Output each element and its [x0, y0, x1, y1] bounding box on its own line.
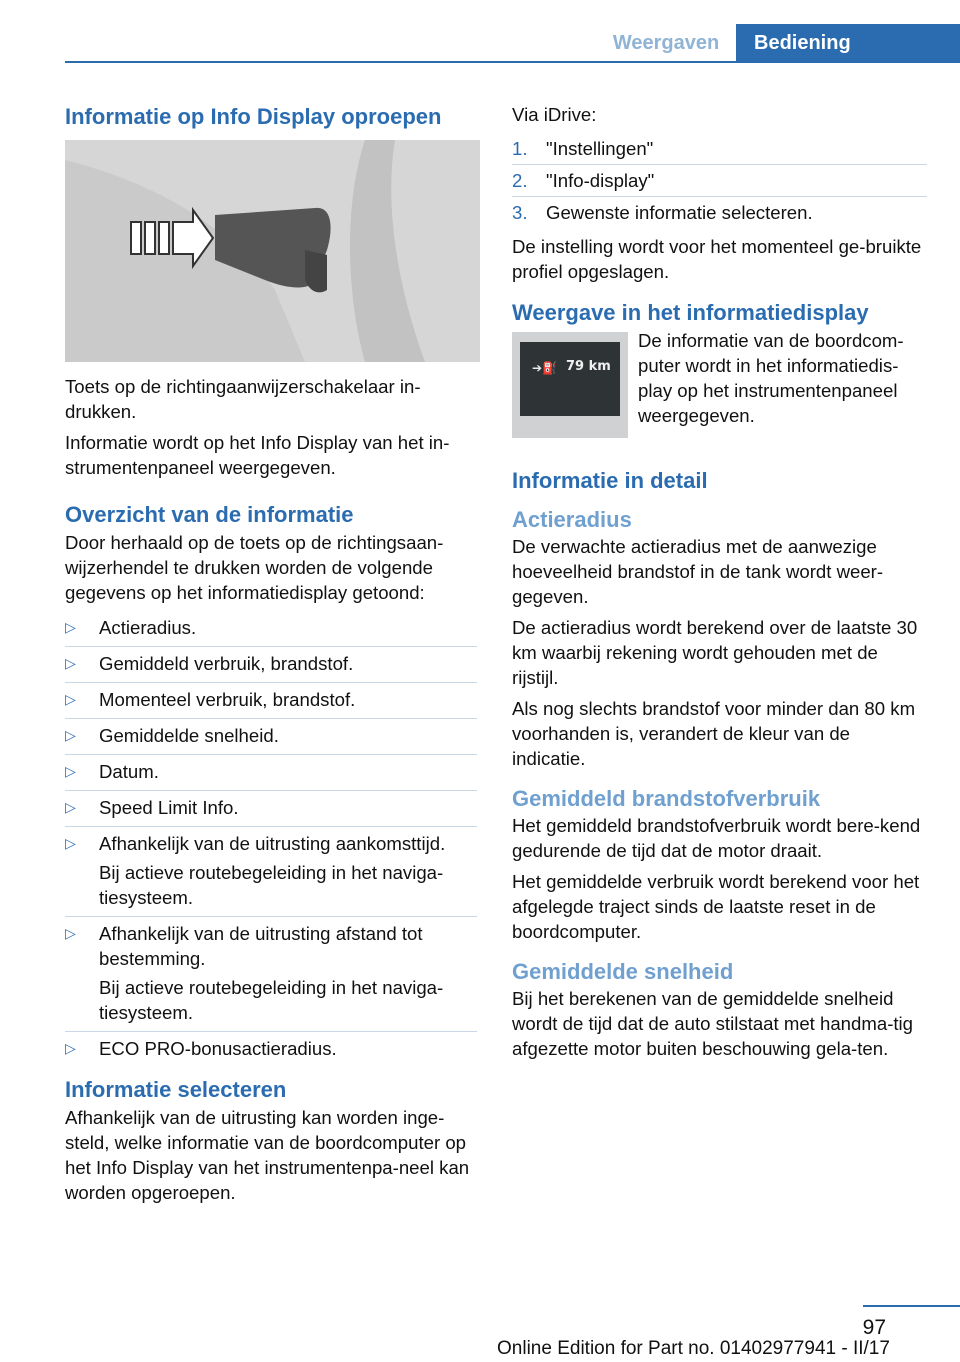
- step-item: 1. "Instellingen": [512, 133, 927, 165]
- step-item: 2. "Info-display": [512, 165, 927, 197]
- list-sub-note: Bij actieve routebegeleiding in het naviga-tiesysteem.: [99, 977, 444, 1023]
- list-item: ▷ Momenteel verbruik, brandstof.: [65, 683, 477, 719]
- right-column: [512, 102, 927, 1067]
- lever-illustration: [65, 140, 480, 362]
- info-display-figure: [512, 332, 628, 438]
- paragraph-press-button: Toets op de richtingaanwijzerschakelaar in-drukken.: [65, 376, 421, 422]
- list-item: ▷ Afhankelijk van de uitrusting afstand tot bestemming. Bij actieve routebegeleiding in het naviga-tiesysteem.: [65, 917, 477, 1032]
- heading-display: Weergave in het informatiedisplay: [512, 300, 869, 325]
- paragraph-range-2: De actieradius wordt berekend over de laatste 30 km waarbij rekening wordt gehouden met de rijstijl.: [512, 617, 918, 688]
- heading-overview: Overzicht van de informatie: [65, 502, 354, 527]
- triangle-bullet-icon: ▷: [65, 619, 76, 635]
- paragraph-overview-intro: Door herhaald op de toets op de richtingsaan-wijzerhendel te drukken worden de volgende gegevens op het informatiedisplay getoond:: [65, 532, 444, 603]
- triangle-bullet-icon: ▷: [65, 925, 76, 941]
- heading-detail: Informatie in detail: [512, 468, 708, 493]
- step-item: 3. Gewenste informatie selecteren.: [512, 202, 813, 223]
- paragraph-avg-fuel-2: Het gemiddelde verbruik wordt berekend voor het afgelegde traject sinds de laatste reset in de boordcomputer.: [512, 871, 920, 942]
- heading-range: Actieradius: [512, 507, 632, 532]
- paragraph-range-3: Als nog slechts brandstof voor minder dan 80 km voorhanden is, verandert de kleur van de indicatie.: [512, 698, 916, 769]
- list-sub-note: Bij actieve routebegeleiding in het naviga-tiesysteem.: [99, 862, 444, 908]
- list-item: ▷ Speed Limit Info.: [65, 791, 477, 827]
- heading-info-display: Informatie op Info Display oproepen: [65, 104, 442, 129]
- paragraph-display-info: De informatie van de boordcom-puter wordt in het informatiedis-play op het instrumentenpaneel weergegeven.: [638, 330, 904, 426]
- triangle-bullet-icon: ▷: [65, 1040, 76, 1056]
- triangle-bullet-icon: ▷: [65, 691, 76, 707]
- list-item: ▷ ECO PRO-bonusactieradius.: [65, 1038, 337, 1059]
- range-arrow-fuel-icon: ➔⛽: [532, 361, 557, 375]
- list-item: ▷ Actieradius.: [65, 611, 477, 647]
- paragraph-via-idrive: Via iDrive:: [512, 104, 597, 125]
- triangle-bullet-icon: ▷: [65, 835, 76, 851]
- left-column: [65, 102, 477, 1211]
- paragraph-select-info: Afhankelijk van de uitrusting kan worden inge-steld, welke informatie van de boordcomputer op het Info Display van het instrumentenpa-neel kan worden opgeroepen.: [65, 1107, 470, 1203]
- list-item: ▷ Afhankelijk van de uitrusting aankomsttijd. Bij actieve routebegeleiding in het naviga-tiesysteem.: [65, 827, 477, 917]
- footer-rule: [863, 1305, 960, 1307]
- paragraph-avg-fuel-1: Het gemiddeld brandstofverbruik wordt bere-kend gedurende de tijd dat de motor draait.: [512, 815, 921, 861]
- display-range-value: 79 km: [566, 359, 611, 374]
- triangle-bullet-icon: ▷: [65, 655, 76, 671]
- heading-avg-fuel: Gemiddeld brandstofverbruik: [512, 786, 821, 811]
- chapter-tab-bediening: Bediening: [736, 24, 960, 62]
- header-rule: [65, 61, 960, 63]
- triangle-bullet-icon: ▷: [65, 799, 76, 815]
- page-number: 97: [862, 1316, 886, 1339]
- info-list: [65, 611, 477, 1067]
- list-item: ▷ Gemiddelde snelheid.: [65, 719, 477, 755]
- list-item: ▷ Datum.: [65, 755, 477, 791]
- heading-select-info: Informatie selecteren: [65, 1077, 287, 1102]
- heading-avg-speed: Gemiddelde snelheid: [512, 959, 734, 984]
- paragraph-avg-speed: Bij het berekenen van de gemiddelde snelheid wordt de tijd dat de auto stilstaat met handma-tig afgezette motor buiten beschouwing gela-ten.: [512, 988, 914, 1059]
- triangle-bullet-icon: ▷: [65, 727, 76, 743]
- paragraph-range-1: De verwachte actieradius met de aanwezige hoeveelheid brandstof in de tank wordt weer-gegeven.: [512, 536, 884, 607]
- steps-list: [512, 133, 927, 228]
- turn-signal-lever-figure: [65, 140, 480, 362]
- list-item: ▷ Gemiddeld verbruik, brandstof.: [65, 647, 477, 683]
- edition-note: Online Edition for Part no. 01402977941 - II/17: [497, 1338, 890, 1359]
- section-tab-weergaven: Weergaven: [612, 32, 720, 54]
- display-screen: [520, 342, 620, 416]
- paragraph-info-shown: Informatie wordt op het Info Display van het in-strumentenpaneel weergegeven.: [65, 432, 450, 478]
- paragraph-profile-saved: De instelling wordt voor het momenteel ge-bruikte profiel opgeslagen.: [512, 236, 922, 282]
- triangle-bullet-icon: ▷: [65, 763, 76, 779]
